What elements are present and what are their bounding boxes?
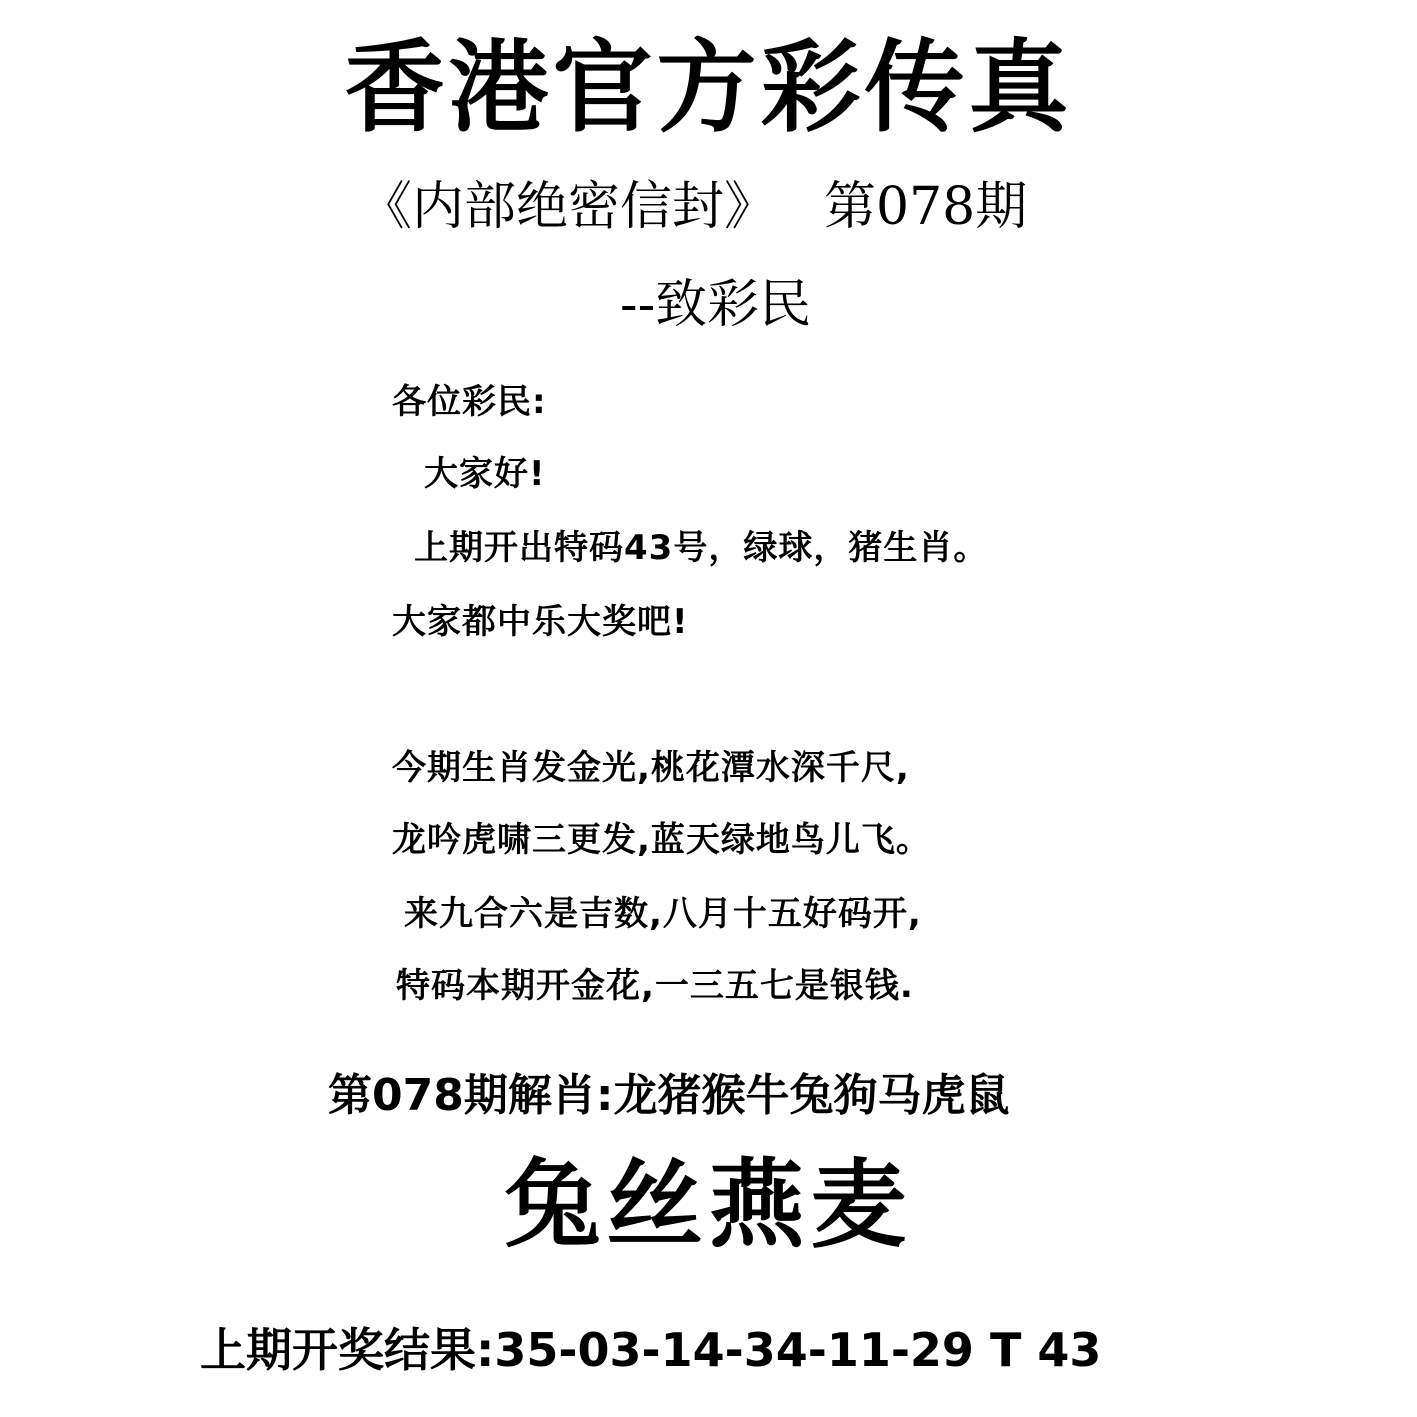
page-title: 香港官方彩传真 <box>344 29 1073 146</box>
letter-last-issue: 上期开出特码43号，绿球，猪生肖。 <box>414 528 989 568</box>
last-result-line: 上期开奖结果:35-03-14-34-11-29 T 43 <box>200 1323 1102 1377</box>
poem-line-1: 今期生肖发金光,桃花潭水深千尺, <box>392 748 910 788</box>
letter-greeting: 各位彩民: <box>392 382 547 422</box>
poem-line-2: 龙吟虎啸三更发,蓝天绿地鸟儿飞。 <box>392 820 931 860</box>
letter-congrats: 大家都中乐大奖吧! <box>392 602 689 642</box>
to-readers-line: --致彩民 <box>620 275 812 335</box>
poem-line-4: 特码本期开金花,一三五七是银钱. <box>396 966 914 1006</box>
subtitle-line <box>360 172 1027 242</box>
featured-phrase: 兔丝燕麦 <box>504 1149 913 1261</box>
subtitle-text: 《内部绝密信封》 <box>360 177 777 237</box>
issue-number: 第078期 <box>824 177 1028 237</box>
letter-hello: 大家好! <box>424 454 546 494</box>
zodiac-line: 第078期解肖:龙猪猴牛兔狗马虎鼠 <box>328 1070 1010 1121</box>
poem-line-3: 来九合六是吉数,八月十五好码开, <box>404 894 922 934</box>
